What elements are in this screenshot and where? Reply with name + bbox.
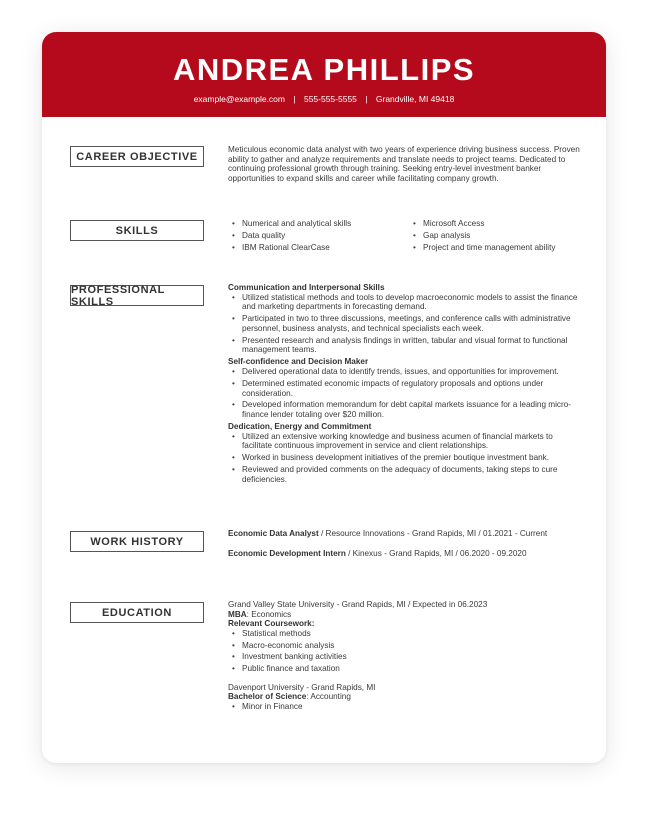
- coursework-list: [228, 629, 582, 674]
- skills-label: SKILLS: [70, 220, 204, 241]
- contact-separator: |: [365, 94, 368, 104]
- skills-list-left: [228, 219, 409, 255]
- degree-label: MBA: [228, 609, 247, 619]
- job-detail: / Kinexus - Grand Rapids, MI / 06.2020 - 09.2020: [345, 548, 527, 558]
- school-line: Grand Valley State University - Grand Rapids, MI / Expected in 06.2023: [228, 600, 488, 609]
- contact-email: example@example.com: [193, 94, 285, 104]
- list-item: • Participated in two to three discussions, meetings, and conference calls with administrative personnel, business analysts, and technical specialists each week.: [228, 314, 582, 333]
- list-item: • Statistical methods: [228, 629, 582, 639]
- list-item: • Presented research and analysis findings in written, tabular and visual format to functional management teams.: [228, 336, 582, 355]
- list-item: • Numerical and analytical skills: [228, 219, 409, 229]
- list-item: • Reviewed and provided comments on the adequacy of documents, taking steps to cure deficiencies.: [228, 465, 582, 484]
- candidate-name: ANDREA PHILLIPS: [172, 52, 476, 87]
- skill-group-list: [228, 432, 582, 485]
- career-objective-content: [228, 145, 582, 183]
- career-objective-text: Meticulous economic data analyst with two years of experience driving business success. Proven ability to gather and analyze requirements and translate needs to project teams. Dedicated to continuing professional growth through training. Seeking entry-level investment banker opportunities to expand skills and career while facilitating company growth.: [228, 145, 580, 183]
- professional-skills-label: PROFESSIONAL SKILLS: [70, 285, 204, 306]
- list-item: • Utilized statistical methods and tools to develop macroeconomic models to assist the finance and marketing departments in forecasting demand.: [228, 293, 582, 312]
- list-item: • Gap analysis: [409, 231, 582, 241]
- contact-phone: 555-555-5555: [303, 94, 357, 104]
- work-history-content: [228, 529, 582, 558]
- job-title: Economic Data Analyst: [228, 529, 319, 538]
- coursework-label: Relevant Coursework:: [228, 619, 315, 629]
- job-title: Economic Development Intern: [228, 548, 346, 558]
- list-item: • Data quality: [228, 231, 409, 241]
- list-item: • Worked in business development initiatives of the premier boutique investment bank.: [228, 453, 582, 463]
- skill-group-list: [228, 367, 582, 420]
- skill-group-title: Dedication, Energy and Commitment: [228, 422, 372, 432]
- degree-field: : Economics: [246, 609, 292, 619]
- contact-line: [42, 94, 606, 105]
- work-history-label: WORK HISTORY: [70, 531, 204, 552]
- job-entry: [228, 529, 582, 539]
- school-line: Davenport University - Grand Rapids, MI: [228, 682, 376, 692]
- skill-group-title: Communication and Interpersonal Skills: [228, 283, 385, 292]
- list-item: • Developed information memorandum for debt capital markets issuance for a leading micro-finance lender totaling over $20 million.: [228, 400, 582, 419]
- list-item: • Microsoft Access: [409, 219, 582, 229]
- list-item: • Investment banking activities: [228, 652, 582, 662]
- list-item: • Utilized an extensive working knowledge and business acumen of financial markets to facilitate continuous improvement in service and client relationships.: [228, 432, 582, 451]
- job-detail: / Resource Innovations - Grand Rapids, MI / 01.2021 - Current: [318, 529, 548, 538]
- skill-group-title: Self-confidence and Decision Maker: [228, 357, 369, 367]
- professional-skills-content: [228, 283, 582, 487]
- skill-group-list: [228, 293, 582, 355]
- list-item: • Minor in Finance: [228, 702, 582, 712]
- contact-location: Grandville, MI 49418: [375, 94, 455, 104]
- list-item: • IBM Rational ClearCase: [228, 243, 409, 253]
- degree-line: [228, 692, 582, 702]
- degree-label: Bachelor of Science: [228, 692, 307, 702]
- list-item: • Project and time management ability: [409, 243, 582, 253]
- job-entry: [228, 549, 582, 559]
- education-content: [228, 600, 582, 714]
- list-item: • Macro-economic analysis: [228, 641, 582, 651]
- contact-separator: |: [293, 94, 296, 104]
- degree-details-list: [228, 702, 582, 712]
- list-item: • Determined estimated economic impacts of regulatory proposals and options under consideration.: [228, 379, 582, 398]
- list-item: • Delivered operational data to identify trends, issues, and opportunities for improvement.: [228, 367, 582, 377]
- career-objective-label: CAREER OBJECTIVE: [70, 146, 204, 167]
- list-item: • Public finance and taxation: [228, 664, 582, 674]
- resume-header: [42, 32, 606, 117]
- degree-line: [228, 610, 582, 620]
- degree-field: : Accounting: [306, 692, 351, 702]
- skills-content: [228, 219, 582, 255]
- resume-page: [42, 32, 606, 763]
- education-label: EDUCATION: [70, 602, 204, 623]
- skills-list-right: [409, 219, 582, 255]
